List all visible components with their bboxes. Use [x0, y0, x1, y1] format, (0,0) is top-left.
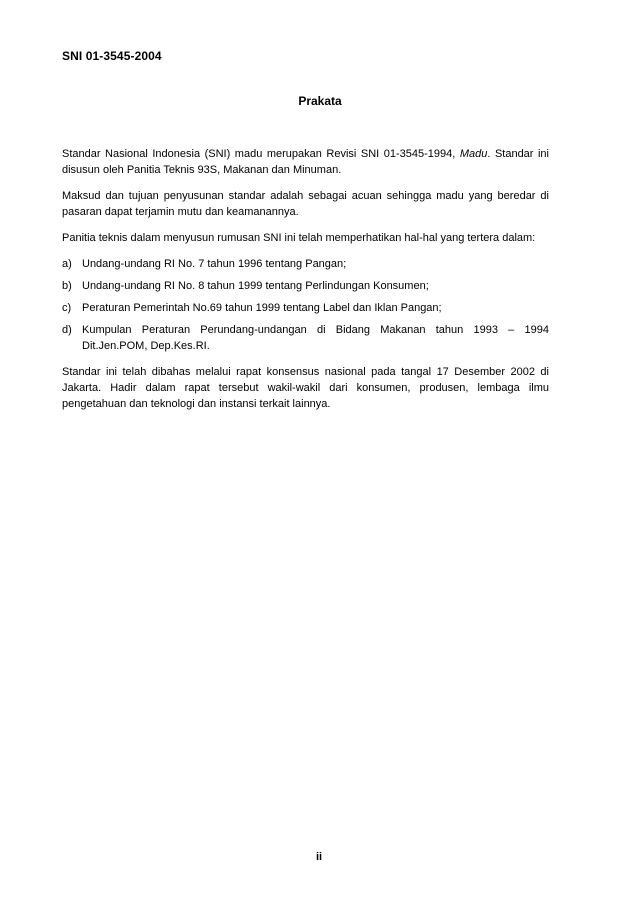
document-code: SNI 01-3545-2004 [62, 49, 162, 63]
list-item-text: Undang-undang RI No. 8 tahun 1999 tentang Perlindungan Konsumen; [82, 280, 429, 292]
paragraph-revision-text-2: . Standar ini disusun oleh Panitia Teknis 93S, Makanan dan Minuman. [62, 148, 549, 176]
list-item [62, 300, 549, 316]
list-marker: d) [62, 324, 72, 336]
page-title: Prakata [298, 94, 342, 108]
list-item [62, 278, 549, 294]
paragraph-purpose: Maksud dan tujuan penyusunan standar adalah sebagai acuan sehingga madu yang beredar di pasaran dapat terjamin mutu dan keamanannya. [62, 190, 549, 218]
list-item [62, 322, 549, 354]
references-list [62, 256, 549, 354]
list-marker: b) [62, 280, 72, 292]
paragraph-revision [62, 146, 549, 178]
list-item-text: Peraturan Pemerintah No.69 tahun 1999 tentang Label dan Iklan Pangan; [82, 302, 442, 314]
paragraph-consensus: Standar ini telah dibahas melalui rapat konsensus nasional pada tangal 17 Desember 2002 di Jakarta. Hadir dalam rapat tersebut wakil-wakil dari konsumen, produsen, lembaga ilmu pengetahuan dan teknologi dan instansi terkait lainnya. [62, 366, 549, 410]
document-body [62, 146, 549, 422]
paragraph-revision-italic: Madu [459, 148, 488, 160]
list-marker: c) [62, 302, 72, 314]
list-marker: a) [62, 258, 72, 270]
paragraph-revision-text-1: Standar Nasional Indonesia (SNI) madu merupakan Revisi SNI 01-3545-1994, [62, 148, 460, 160]
page-number: ii [315, 851, 323, 863]
list-item [62, 256, 549, 272]
list-item-text: Kumpulan Peraturan Perundang-undangan di Bidang Makanan tahun 1993 – 1994 Dit.Jen.POM, Dep.Kes.RI. [82, 324, 549, 352]
paragraph-committee: Panitia teknis dalam menyusun rumusan SNI ini telah memperhatikan hal-hal yang tertera dalam: [62, 232, 536, 244]
list-item-text: Undang-undang RI No. 7 tahun 1996 tentang Pangan; [82, 258, 347, 270]
